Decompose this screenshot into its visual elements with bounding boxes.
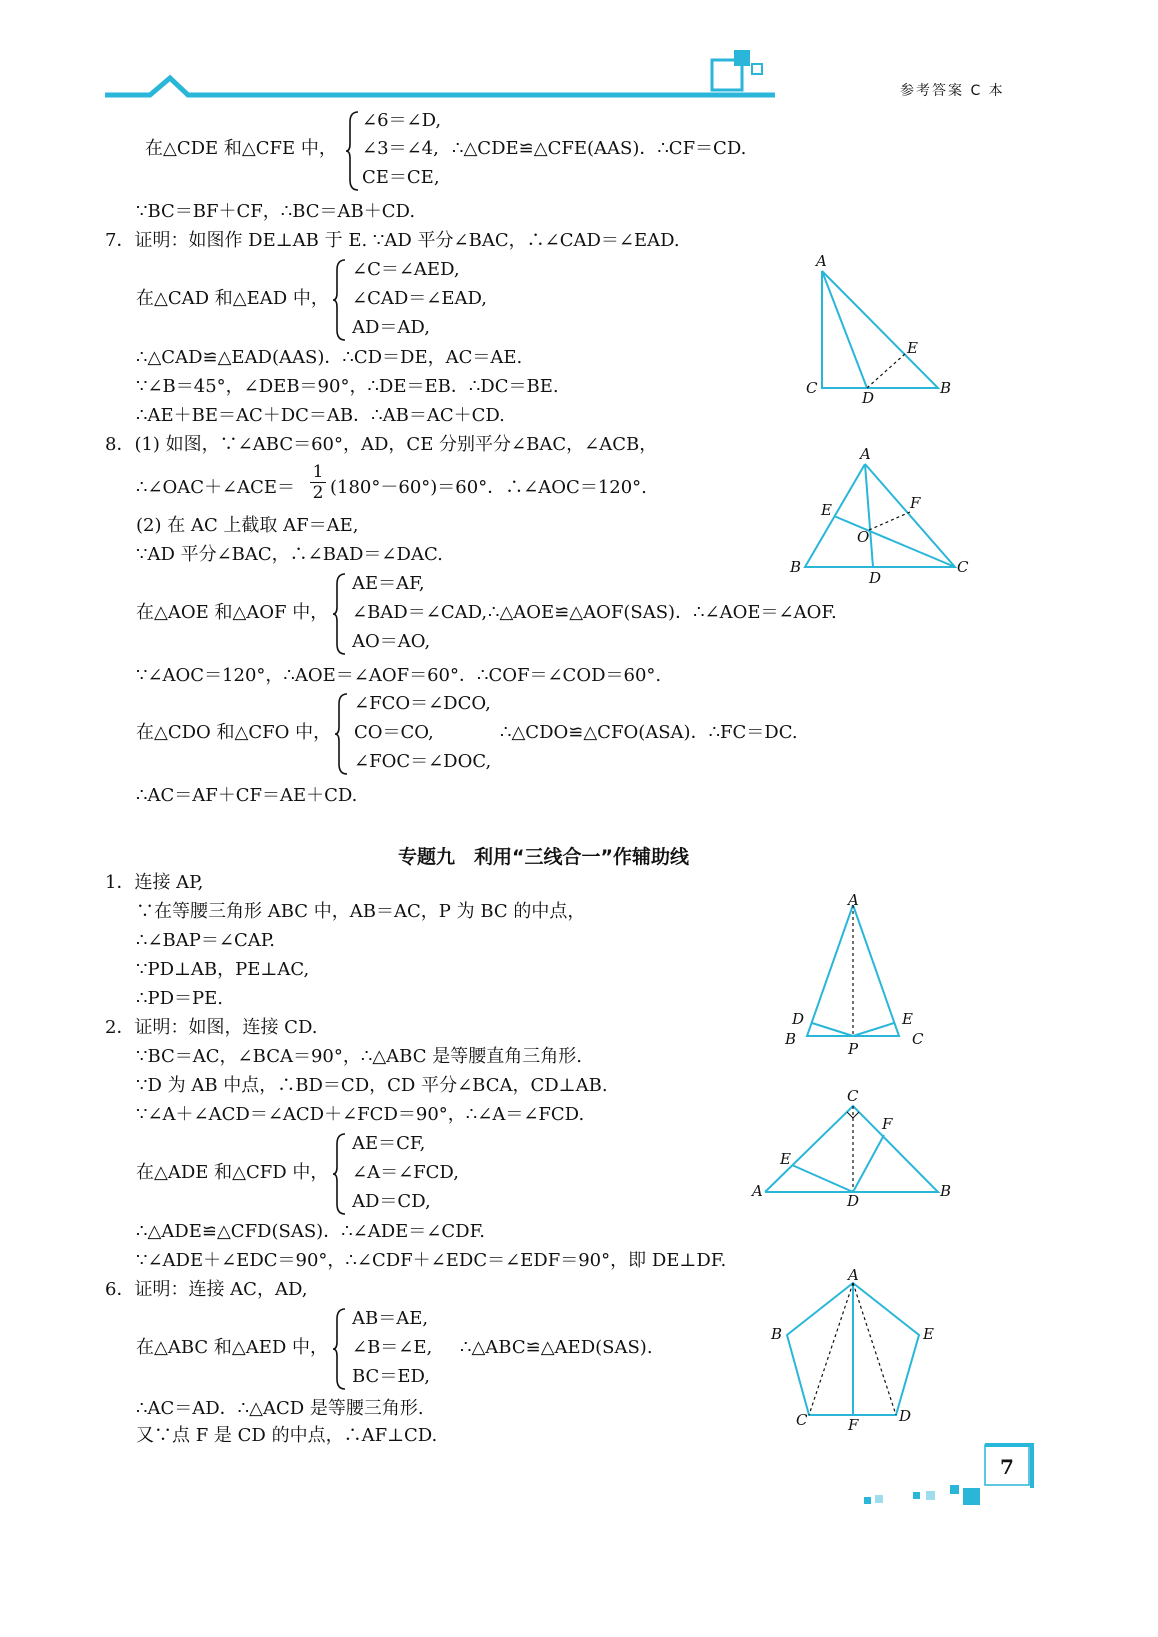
fraction-numerator: 1 <box>312 462 324 482</box>
s6-after: ∴△ABC≌△AED(SAS). <box>460 1337 653 1358</box>
q8-line-5: ∵∠AOC＝120°，∴AOE＝∠AOF＝60°．∴COF＝∠COD＝60°. <box>136 665 662 686</box>
q8-case2-3: ∠FOC＝∠DOC, <box>354 751 492 772</box>
q8-figure <box>785 442 975 587</box>
brace-icon <box>333 258 347 342</box>
s6-case-3: BC＝ED, <box>352 1366 430 1387</box>
q8-case1-2: ∠BAD＝∠CAD, <box>352 602 488 623</box>
s2-case-3: AD＝CD, <box>352 1191 431 1212</box>
s2-line-3: ∵D 为 AB 中点，∴BD＝CD，CD 平分∠BCA，CD⊥AB. <box>136 1075 608 1096</box>
brace-icon <box>346 110 360 192</box>
s1-label-E: E <box>902 1010 913 1028</box>
s2-label-A: A <box>752 1182 763 1200</box>
s1-label-D: D <box>792 1010 805 1028</box>
s2-label-B: B <box>940 1182 952 1200</box>
brace-icon <box>333 1307 347 1391</box>
q7-figure <box>800 250 960 410</box>
s1-label-B: B <box>785 1030 797 1048</box>
fraction <box>310 462 326 503</box>
q7-label-D: D <box>862 389 875 407</box>
q8-label-B: B <box>790 558 802 576</box>
top-conclusion: ∵BC＝BF＋CF，∴BC＝AB＋CD. <box>136 201 416 222</box>
q8-case2-1: ∠FCO＝∠DCO, <box>354 693 491 714</box>
q8-line-6: ∴AC＝AF＋CF＝AE＋CD. <box>136 785 358 806</box>
q7-case-1: ∠C＝∠AED, <box>352 259 460 280</box>
q7-case-3: AD＝AD, <box>352 317 430 338</box>
s1-figure <box>780 890 930 1065</box>
q8-label-O: O <box>857 528 870 546</box>
brace-icon <box>333 572 347 656</box>
header-square-filled <box>734 50 750 66</box>
q8-label-A: A <box>860 445 871 463</box>
s1-label-P: P <box>848 1040 859 1058</box>
header-bar <box>105 78 775 95</box>
q7-line-2: ∴△CAD≌△EAD(AAS)．∴CD＝DE，AC＝AE. <box>136 347 523 368</box>
s2-line-5: ∴△ADE≌△CFD(SAS)．∴∠ADE＝∠CDF. <box>136 1221 485 1242</box>
q8-after-1: ∴△AOE≌△AOF(SAS)．∴∠AOE＝∠AOF. <box>488 602 837 623</box>
s2-label-E: E <box>780 1150 791 1168</box>
s2-figure <box>750 1085 960 1215</box>
q8-line-2a: ∴∠OAC＋∠ACE＝ <box>136 477 296 498</box>
q8-line-1: 8．(1) 如图，∵∠ABC＝60°，AD，CE 分别平分∠BAC，∠ACB， <box>105 434 658 455</box>
s1-label-A: A <box>848 891 859 909</box>
q8-intro-2: 在△CDO 和△CFO 中， <box>136 722 332 743</box>
section-title: 专题九 利用“三线合一”作辅助线 <box>398 846 689 868</box>
brace-icon <box>335 692 349 776</box>
q8-label-F: F <box>910 494 921 512</box>
s6-intro: 在△ABC 和△AED 中， <box>136 1337 329 1358</box>
s1-label-C: C <box>912 1030 924 1048</box>
s2-line-4: ∵∠A＋∠ACD＝∠ACD＋∠FCD＝90°，∴∠A＝∠FCD. <box>136 1104 585 1125</box>
s2-line-2: ∵BC＝AC，∠BCA＝90°，∴△ABC 是等腰直角三角形. <box>136 1046 582 1067</box>
s1-line-5: ∴PD＝PE. <box>136 988 223 1009</box>
s6-label-D: D <box>899 1407 912 1425</box>
s6-figure <box>765 1262 945 1437</box>
s6-label-B: B <box>771 1325 783 1343</box>
s2-label-F: F <box>882 1115 893 1133</box>
q7-line-4: ∴AE＋BE＝AC＋DC＝AB．∴AB＝AC＋CD. <box>136 405 505 426</box>
brace-icon <box>333 1132 347 1216</box>
q8-label-E: E <box>821 501 832 519</box>
s6-case-2: ∠B＝∠E, <box>352 1337 433 1358</box>
s2-case-1: AE＝CF, <box>352 1133 426 1154</box>
header-label: 参考答案 C 本 <box>900 83 1005 99</box>
page-number: 7 <box>1000 1455 1014 1479</box>
footer-decoration <box>860 1480 990 1510</box>
s6-case-1: AB＝AE, <box>352 1308 429 1329</box>
q8-label-C: C <box>957 558 969 576</box>
q8-label-D: D <box>869 569 882 587</box>
s1-line-1: 1．连接 AP, <box>105 872 204 893</box>
s6-label-F: F <box>848 1416 859 1434</box>
q8-line-2b: (180°－60°)＝60°．∴∠AOC＝120°. <box>330 477 647 498</box>
s2-intro: 在△ADE 和△CFD 中， <box>136 1162 329 1183</box>
s2-line-6: ∵∠ADE＋∠EDC＝90°，∴∠CDF＋∠EDC＝∠EDF＝90°，即 DE⊥DF. <box>136 1250 727 1271</box>
top-case-1: ∠6＝∠D, <box>362 110 442 131</box>
header-square-small <box>752 64 762 74</box>
s1-line-3: ∴∠BAP＝∠CAP. <box>136 930 275 951</box>
q7-label-E: E <box>907 339 918 357</box>
q8-intro-1: 在△AOE 和△AOF 中， <box>136 602 329 623</box>
q8-case2-2: CO＝CO, <box>354 722 434 743</box>
q7-label-A: A <box>816 252 827 270</box>
s2-label-D: D <box>847 1192 860 1210</box>
s1-line-4: ∵PD⊥AB，PE⊥AC, <box>136 959 310 980</box>
top-after: ∴△CDE≌△CFE(AAS)．∴CF＝CD. <box>452 138 747 159</box>
s6-line-2: ∴AC＝AD．∴△ACD 是等腰三角形. <box>136 1398 424 1419</box>
q7-label-B: B <box>940 379 952 397</box>
fraction-denominator: 2 <box>312 483 324 503</box>
s6-label-A: A <box>848 1266 859 1284</box>
q7-label-C: C <box>806 379 818 397</box>
s6-line-3: 又∵点 F 是 CD 的中点，∴AF⊥CD. <box>136 1425 438 1446</box>
q7-line-3: ∵∠B＝45°，∠DEB＝90°，∴DE＝EB．∴DC＝BE. <box>136 376 559 397</box>
s1-line-2: ∵在等腰三角形 ABC 中，AB＝AC，P 为 BC 的中点， <box>136 901 586 922</box>
q7-line-1: 7．证明：如图作 DE⊥AB 于 E. ∵AD 平分∠BAC，∴∠CAD＝∠EAD. <box>105 230 680 251</box>
q8-case1-3: AO＝AO, <box>352 631 431 652</box>
top-case-3: CE＝CE, <box>362 167 440 188</box>
q8-line-3: (2) 在 AC 上截取 AF＝AE, <box>136 515 359 536</box>
top-intro: 在△CDE 和△CFE 中， <box>145 138 337 159</box>
s6-label-E: E <box>923 1325 934 1343</box>
q8-line-4: ∵AD 平分∠BAC，∴∠BAD＝∠DAC. <box>136 544 443 565</box>
s2-label-C: C <box>847 1087 859 1105</box>
top-case-2: ∠3＝∠4, <box>362 138 439 159</box>
s2-case-2: ∠A＝∠FCD, <box>352 1162 459 1183</box>
q8-case1-1: AE＝AF, <box>352 573 425 594</box>
header-decoration <box>100 40 780 110</box>
s2-line-1: 2．证明：如图，连接 CD. <box>105 1017 318 1038</box>
q8-after-2: ∴△CDO≌△CFO(ASA)．∴FC＝DC. <box>500 722 798 743</box>
s6-line-1: 6．证明：连接 AC，AD, <box>105 1279 308 1300</box>
q7-case-2: ∠CAD＝∠EAD, <box>352 288 488 309</box>
s6-label-C: C <box>796 1411 808 1429</box>
q7-intro: 在△CAD 和△EAD 中， <box>136 288 329 309</box>
